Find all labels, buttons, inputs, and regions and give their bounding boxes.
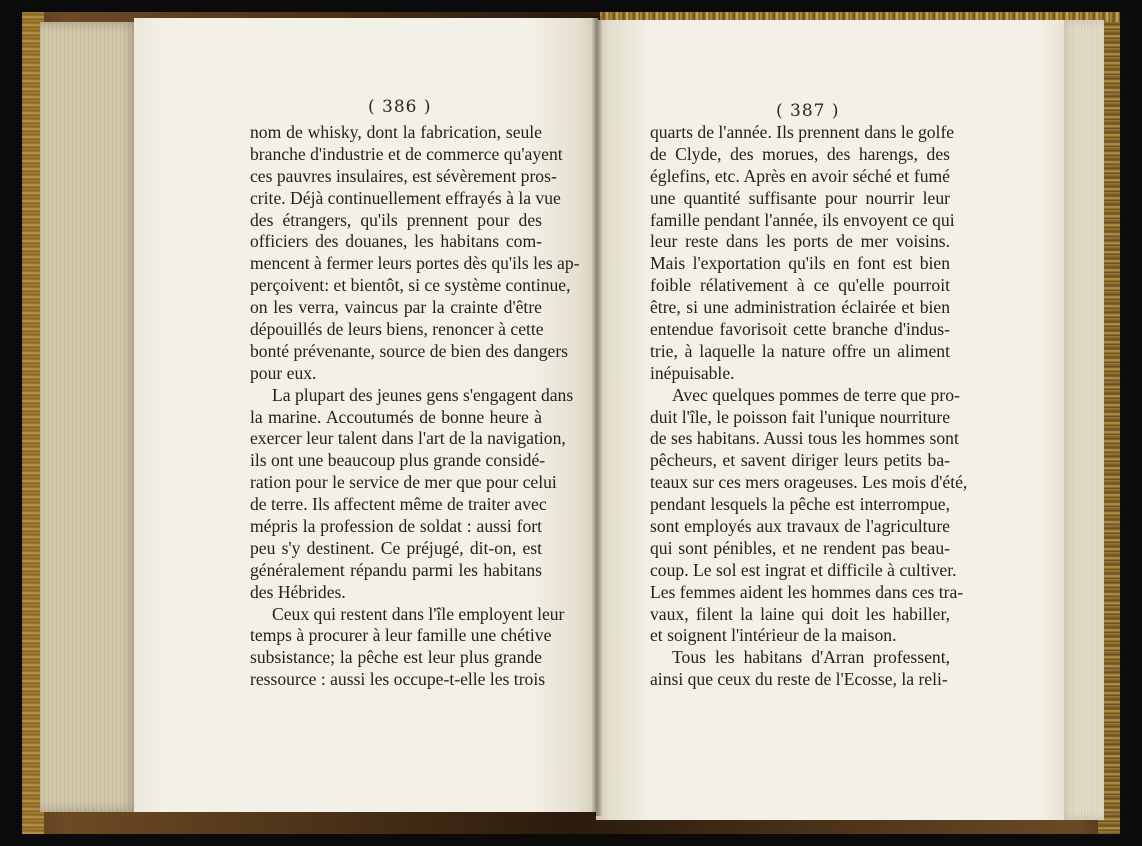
text-line: teaux sur ces mers orageuses. Les mois d'été,	[650, 472, 968, 493]
text-line: duit l'île, le poisson fait l'unique nourriture	[650, 406, 951, 427]
text-line: être, si une administration éclairée et bien	[650, 297, 950, 318]
text-line: pendant lesquels la pêche est interrompue,	[650, 494, 950, 515]
text-line: perçoivent: et bientôt, si ce système continue,	[250, 275, 571, 296]
text-line: inépuisable.	[650, 362, 735, 383]
text-line: on les verra, vaincus par la crainte d'être	[250, 297, 542, 318]
text-line: ainsi que ceux du reste de l'Ecosse, la reli-	[650, 669, 948, 690]
page-stack-left	[40, 22, 140, 812]
text-line: une quantité suffisante pour nourrir leur	[650, 187, 950, 208]
text-line: ils ont une beaucoup plus grande considé-	[250, 450, 546, 471]
text-line: ressource : aussi les occupe-t-elle les trois	[250, 669, 546, 690]
text-line: officiers des douanes, les habitans com-	[250, 231, 542, 252]
text-line: sont employés aux travaux de l'agriculture	[650, 516, 950, 537]
text-line: ration pour le service de mer que pour celui	[250, 472, 557, 493]
text-line: La plupart des jeunes gens s'engagent dans	[272, 384, 574, 405]
text-line: mencent à fermer leurs portes dès qu'ils les ap-	[250, 253, 580, 274]
text-line: Avec quelques pommes de terre que pro-	[672, 384, 960, 405]
text-line: de terre. Ils affectent même de traiter avec	[250, 494, 547, 515]
text-line: Ceux qui restent dans l'île employent leur	[272, 603, 565, 624]
text-line: nom de whisky, dont la fabrication, seule	[250, 122, 542, 142]
text-line: foible rélativement à ce qu'elle pourroit	[650, 275, 950, 296]
text-line: exercer leur talent dans l'art de la navigation,	[250, 428, 566, 449]
text-line: qui sont pénibles, et ne rendent pas beau-	[650, 537, 950, 558]
text-line: mépris la profession de soldat : aussi fort	[250, 516, 542, 537]
left-page-number: ( 386 )	[368, 97, 432, 117]
text-line: pour eux.	[250, 362, 317, 383]
text-line: Les femmes aident les hommes dans ces tra-	[650, 581, 964, 602]
text-line: ces pauvres insulaires, est sévèrement pros-	[250, 165, 557, 186]
text-line: pêcheurs, et savent diriger leurs petits ba-	[650, 450, 950, 471]
text-line: églefins, etc. Après en avoir séché et fumé	[650, 165, 950, 186]
text-line: crite. Déjà continuellement effrayés à la vue	[250, 187, 561, 208]
page-stack-right	[1060, 20, 1104, 820]
text-line: et soignent l'intérieur de la maison.	[650, 625, 897, 646]
text-line: la marine. Accoutumés de bonne heure à	[250, 406, 542, 427]
text-line: vaux, filent la laine qui doit les habiller,	[650, 603, 950, 624]
text-line: quarts de l'année. Ils prennent dans le golfe	[650, 122, 955, 142]
text-line: Mais l'exportation qu'ils en font est bien	[650, 253, 950, 274]
text-line: peu s'y destinent. Ce préjugé, dit-on, est	[250, 537, 542, 558]
text-line: généralement répandu parmi les habitans	[250, 559, 542, 580]
text-line: entendue favorisoit cette branche d'indus-	[650, 319, 950, 340]
left-page-text	[250, 122, 580, 691]
right-page-text	[650, 122, 968, 691]
right-page-number: ( 387 )	[776, 101, 840, 121]
text-line: des Hébrides.	[250, 581, 346, 602]
text-line: branche d'industrie et de commerce qu'ayent	[250, 143, 563, 164]
text-line: coup. Le sol est ingrat et difficile à cultiver.	[650, 559, 957, 580]
book-gutter	[592, 16, 602, 816]
text-line: subsistance; la pêche est leur plus grande	[250, 647, 542, 668]
text-line: leur reste dans les ports de mer voisins.	[650, 231, 950, 252]
text-line: dépouillés de leurs biens, renoncer à cette	[250, 319, 544, 340]
text-line: des étrangers, qu'ils prennent pour des	[250, 209, 542, 230]
text-line: Tous les habitans d'Arran professent,	[672, 647, 950, 668]
text-line: trie, à laquelle la nature offre un aliment	[650, 340, 950, 361]
text-line: de Clyde, des morues, des harengs, des	[650, 143, 950, 164]
text-line: temps à procurer à leur famille une chétive	[250, 625, 552, 646]
text-line: bonté prévenante, source de bien des dangers	[250, 340, 569, 361]
text-line: famille pendant l'année, ils envoyent ce qui	[650, 209, 955, 230]
text-line: de ses habitans. Aussi tous les hommes sont	[650, 428, 959, 449]
